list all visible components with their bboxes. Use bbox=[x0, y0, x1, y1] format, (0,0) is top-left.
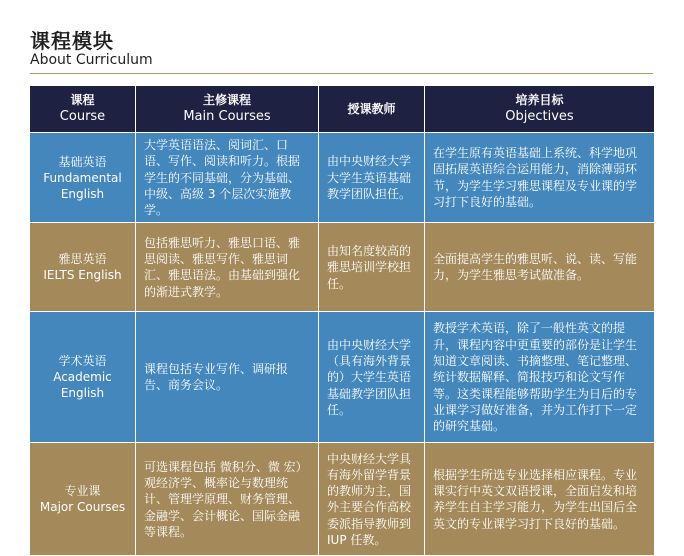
table-row bbox=[30, 312, 655, 443]
title-divider bbox=[30, 73, 653, 74]
course-cell: 学术英语 Academic English bbox=[30, 312, 136, 443]
header-course: 课程 Course bbox=[30, 86, 136, 133]
header-objectives: 培养目标 Objectives bbox=[425, 86, 655, 133]
objective-cell: 根据学生所选专业选择相应课程。专业课实行中英文双语授课，全面启发和培养学生自主学习能力，为学生出国后全英文的专业课学习打下良好的基础。 bbox=[425, 443, 655, 556]
course-cell: 雅思英语 IELTS English bbox=[30, 223, 136, 312]
main-courses-cell: 大学英语语法、阅词汇、口语、写作、阅读和听力。根据学生的不同基础，分为基础、中级、高级 3 个层次实施教学。 bbox=[136, 133, 319, 223]
objective-cell: 教授学术英语，除了一般性英文的提升，课程内容中更重要的部份是让学生知道文章阅读、书摘整理、笔记整理、统计数据解释、简报技巧和论文写作等。这类课程能够帮助学生为日后的专业课学习做好准备，并为工作打下一定的研究基础。 bbox=[425, 312, 655, 443]
table-row bbox=[30, 223, 655, 312]
main-courses-cell: 可选课程包括 微积分、微 宏）观经济学、概率论与数理统计、管理学原理、财务管理、金融学、会计概论、国际金融等课程。 bbox=[136, 443, 319, 556]
main-courses-cell: 课程包括专业写作、调研报告、商务会议。 bbox=[136, 312, 319, 443]
table-header-row bbox=[30, 86, 655, 133]
page-subtitle: About Curriculum bbox=[30, 52, 153, 68]
table-row bbox=[30, 133, 655, 223]
objective-cell: 全面提高学生的雅思听、说、读、写能力，为学生雅思考试做准备。 bbox=[425, 223, 655, 312]
table-row bbox=[30, 443, 655, 556]
teacher-cell: 中央财经大学具有海外留学背景的教师为主，国外主要合作高校委派指导教师到 IUP 任教。 bbox=[319, 443, 425, 556]
teacher-cell: 由知名度较高的雅思培训学校担任。 bbox=[319, 223, 425, 312]
objective-cell: 在学生原有英语基础上系统、科学地巩固拓展英语综合运用能力，消除薄弱环节，为学生学习雅思课程及专业课的学习打下良好的基础。 bbox=[425, 133, 655, 223]
main-courses-cell: 包括雅思听力、雅思口语、雅思阅读、雅思写作、雅思词汇、雅思语法。由基础到强化的渐进式教学。 bbox=[136, 223, 319, 312]
course-cell: 专业课 Major Courses bbox=[30, 443, 136, 556]
teacher-cell: 由中央财经大学大学生英语基础教学团队担任。 bbox=[319, 133, 425, 223]
teacher-cell: 由中央财经大学（具有海外背景的）大学生英语基础教学团队担任。 bbox=[319, 312, 425, 443]
header-main-courses: 主修课程 Main Courses bbox=[136, 86, 319, 133]
header-teacher: 授课教师 bbox=[319, 86, 425, 133]
page-title: 课程模块 bbox=[30, 29, 114, 53]
course-cell: 基础英语 Fundamental English bbox=[30, 133, 136, 223]
curriculum-table bbox=[29, 85, 655, 556]
